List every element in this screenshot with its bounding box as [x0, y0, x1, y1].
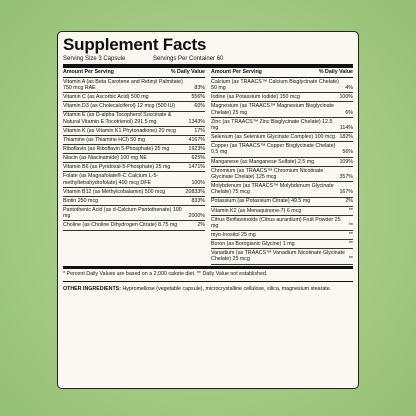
nutrient-name: Manganese (as Manganese Sulfate) 2.5 mg [211, 158, 315, 165]
nutrient-dv: ** [348, 207, 353, 214]
nutrient-row [211, 93, 353, 102]
servings-per-container: Servings Per Container 60 [153, 56, 224, 62]
nutrient-row [211, 198, 353, 207]
nutrient-name: Copper (as TRAACS™ Copper Bisglycinate Chelate) 0.5 mg [211, 143, 336, 156]
nutrient-dv: 357% [339, 173, 353, 180]
nutrient-row [211, 167, 353, 182]
nutrient-row [63, 163, 205, 172]
nutrient-name: Citrus Bioflavonoids (Citrus aurantium) Fruit Powder 25 mg [211, 216, 341, 229]
amount-header: Amount Per Serving [63, 69, 114, 75]
nutrient-row [211, 240, 353, 249]
nutrient-name: Vitamin K2 (as Menaquinone-7) 6 mcg [211, 207, 302, 214]
right-column-header [211, 68, 353, 78]
nutrient-dv: ** [348, 222, 353, 229]
nutrient-row [211, 78, 353, 93]
nutrient-dv: 2% [197, 222, 205, 229]
right-rows [211, 78, 353, 265]
nutrient-name: Riboflavin (as Riboflavin 5-Phosphate) 25 mg [63, 145, 170, 152]
nutrient-name: Boron (as Borogianic Glycine) 1 mg [211, 241, 295, 248]
nutrient-name: Calcium (as TRAACS™ Calcium Bisglycinate Chelate) 50 mg [211, 78, 339, 92]
nutrient-dv: 60% [194, 103, 205, 110]
nutrient-row [63, 188, 205, 197]
nutrient-dv: 1923% [188, 145, 205, 152]
nutrient-name: Vanadium (as TRAACS™ Vanadium Nicotinate Glycinate Chelate) 25 mcg [211, 250, 345, 263]
nutrient-name: Vitamin C (as Ascorbic Acid) 500 mg [63, 94, 149, 101]
nutrient-name: myo-Inositol 25 mg [211, 232, 256, 238]
nutrient-row [63, 112, 205, 127]
nutrient-dv: 100% [339, 94, 353, 101]
right-column [211, 68, 353, 265]
amount-header: Amount Per Serving [211, 69, 262, 75]
nutrient-row [211, 133, 353, 142]
nutrient-name: Iodine (as Potassium Iodide) 150 mcg [211, 94, 300, 101]
nutrient-row [63, 221, 205, 230]
nutrient-dv: 17% [194, 127, 205, 134]
nutrient-name: Vitamin A (as Beta Carotene and Retinyl Palmitate) 750 mcg RAE [63, 78, 183, 92]
nutrient-dv: 6% [345, 109, 353, 116]
nutrient-dv: 833% [191, 197, 205, 204]
nutrient-row [63, 197, 205, 206]
nutrient-row [63, 93, 205, 102]
nutrient-name: Biotin 250 mcg [63, 197, 99, 204]
dv-header: % Daily Value [170, 69, 205, 75]
other-ingredients-label: OTHER INGREDIENTS: [63, 285, 121, 292]
other-ingredients [63, 282, 353, 293]
nutrient-row [63, 78, 205, 93]
nutrient-row [63, 127, 205, 136]
nutrient-name: Vitamin E (as D-alpha Tocopherol Succinate & Natural Vitamin E Tocotrienol) 291.5 mg [63, 112, 172, 125]
nutrient-row [211, 249, 353, 264]
nutrient-dv: ** [348, 241, 353, 248]
nutrient-name: Vitamin D3 (as Cholecalciferol) 12 mcg (500 IU) [63, 103, 176, 110]
nutrient-dv: ** [348, 232, 353, 238]
left-column [63, 68, 205, 265]
nutrient-row [63, 206, 205, 221]
nutrient-dv: ** [348, 256, 353, 263]
footnote: * Percent Daily Values are based on a 2,000 calorie diet. ** Daily Value not established. [63, 269, 353, 282]
nutrient-row [63, 145, 205, 154]
serving-size: Serving Size 3 Capsule [63, 56, 126, 62]
nutrient-dv: 2% [345, 198, 353, 205]
nutrient-name: Pantothenic Acid (as d-Calcium Pantothenate) 100 mg [63, 206, 182, 220]
nutrient-row [211, 182, 353, 197]
nutrient-dv: 4167% [188, 136, 205, 143]
nutrient-name: Thiamine (as Thiamine HCl) 50 mg [63, 136, 146, 143]
nutrient-dv: 625% [191, 155, 205, 162]
nutrient-name: Potassium (as Potassium Citrate) 49.5 mg [211, 198, 311, 205]
nutrient-dv: 83% [194, 85, 205, 92]
serving-info [63, 55, 353, 63]
left-rows [63, 78, 205, 231]
dv-header: % Daily Value [318, 69, 353, 75]
supplement-facts-panel [57, 31, 359, 389]
nutrient-dv: 114% [339, 124, 353, 131]
nutrient-name: Vitamin B6 (as Pyridoxal-5-Phosphate) 25 mg [63, 164, 171, 171]
nutrient-row [211, 216, 353, 231]
nutrient-row [63, 154, 205, 163]
nutrient-dv: 2000% [188, 213, 205, 220]
nutrient-dv: 182% [339, 134, 353, 141]
nutrient-name: Magnesium (as TRAACS™ Magnesium Bisglycinate Chelate) 25 mg [211, 103, 334, 116]
nutrient-row [211, 231, 353, 240]
nutrient-row [63, 136, 205, 145]
nutrient-row [63, 102, 205, 111]
nutrient-dv: 167% [339, 189, 353, 196]
nutrient-name: Molybdenum (as TRAACS™ Molybdenum Glycinate Chelate) 75 mcg [211, 183, 334, 196]
nutrient-row [211, 118, 353, 133]
nutrient-columns [63, 68, 353, 265]
nutrient-name: Zinc (as TRAACS™ Zinc Bisglycinate Chelate) 12.5 mg [211, 118, 333, 131]
nutrient-dv: 1343% [188, 118, 205, 125]
nutrient-row [63, 172, 205, 187]
nutrient-name: Chromium (as TRAACS™ Chromium Nicotinate Glycinate Chelate) 125 mcg [211, 167, 324, 180]
other-ingredients-text: Hypromellose (vegetable capsule), microcrystalline cellulose, silica, magnesium stearate. [120, 285, 332, 292]
left-column-header [63, 68, 205, 78]
nutrient-dv: 556% [191, 94, 205, 101]
nutrient-row [211, 142, 353, 157]
panel-title: Supplement Facts [63, 35, 207, 54]
nutrient-row [211, 207, 353, 216]
nutrient-name: Folate (as Magnafolate®-C Calcium L-5-methyltetrahydrofolate) 400 mcg DFE [63, 173, 159, 186]
nutrient-name: Vitamin B12 (as Methylcobalamin) 500 mcg [63, 188, 166, 195]
nutrient-dv: 20833% [185, 188, 205, 195]
nutrient-name: Selenium (as Selenium Glycinate Complex) 100 mcg [211, 134, 335, 141]
nutrient-dv: 4% [345, 85, 353, 92]
nutrient-dv: 1471% [188, 164, 205, 171]
nutrient-dv: 56% [342, 149, 353, 156]
nutrient-row [211, 102, 353, 117]
nutrient-name: Vitamin K (as Vitamin K1 Phytonadione) 20 mcg [63, 127, 176, 134]
nutrient-name: Niacin (as Niacinamide) 100 mg NE [63, 155, 147, 162]
nutrient-row [211, 158, 353, 167]
nutrient-dv: 100% [191, 179, 205, 186]
nutrient-name: Choline (as Choline Dihydrogen Citrate) 8.75 mg [63, 222, 178, 229]
nutrient-dv: 109% [339, 158, 353, 165]
